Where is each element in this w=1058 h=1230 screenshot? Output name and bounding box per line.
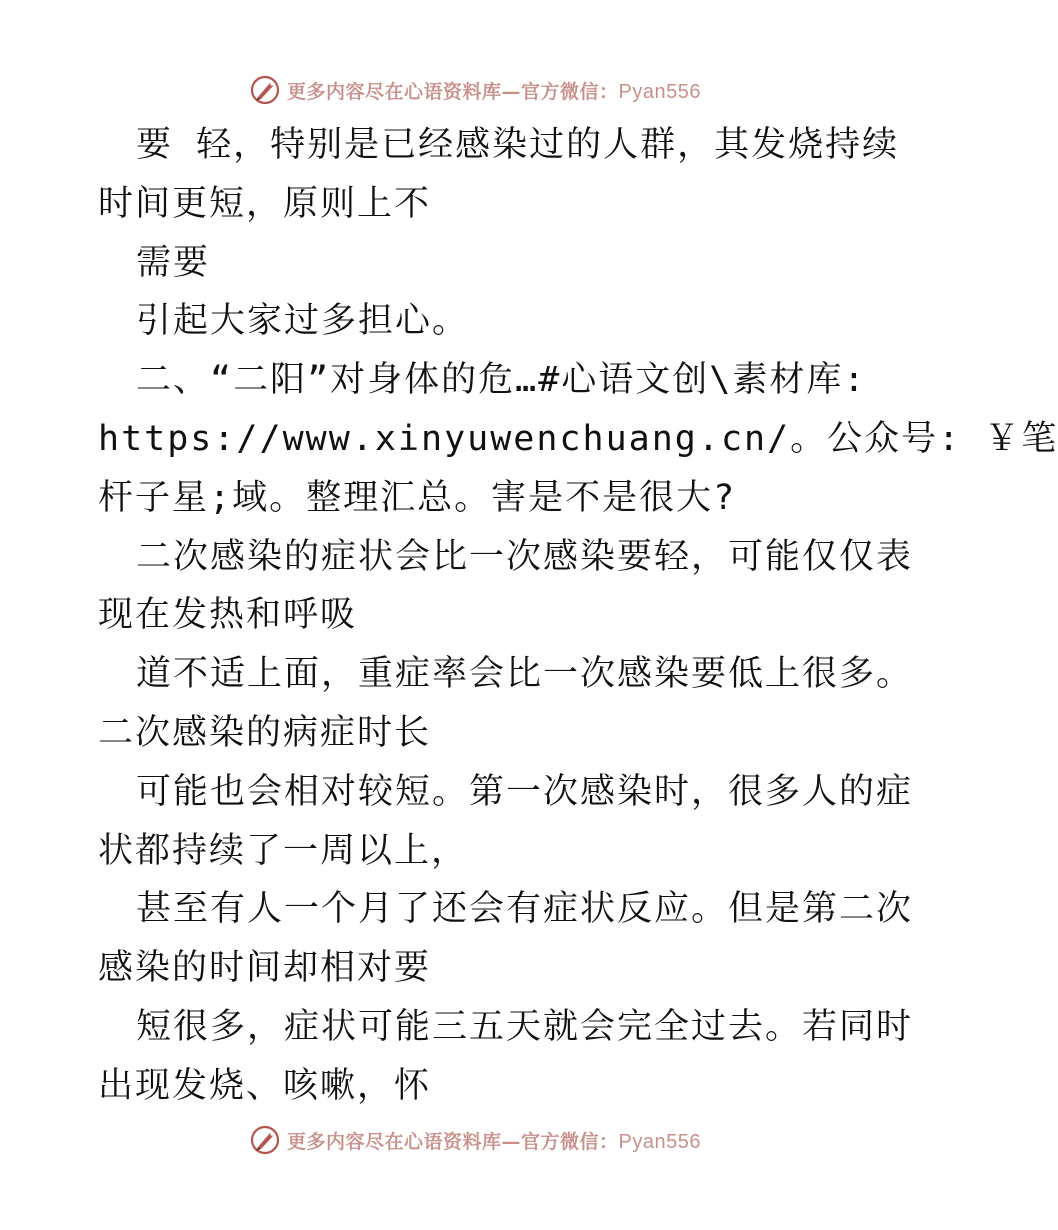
header-banner-text: 更多内容尽在心语资料库—官方微信：Pyan556 xyxy=(287,80,701,103)
text-line: 甚至有人一个月了还会有症状反应。但是第二次 xyxy=(136,889,914,930)
pen-logo-icon xyxy=(249,1124,281,1156)
text-line: 要 轻，特别是已经感染过的人群，其发烧持续 xyxy=(136,125,900,165)
text-line: 二次感染的病症时长 xyxy=(98,712,432,753)
text-line: 可能也会相对较短。第一次感染时，很多人的症 xyxy=(136,771,914,812)
text-line: 引起大家过多担心。 xyxy=(136,301,470,342)
footer-banner xyxy=(0,1120,950,1160)
text-line: 时间更短，原则上不 xyxy=(98,183,432,224)
text-line: 短很多，症状可能三五天就会完全过去。若同时 xyxy=(136,1006,914,1047)
text-line: https://www.xinyuwenchuang.cn/。公众号: ￥笔 xyxy=(98,418,1058,459)
text-line: 二、“二阳”对身体的危…#心语文创\素材库: xyxy=(136,360,867,401)
header-banner xyxy=(0,70,950,110)
text-line: 感染的时间却相对要 xyxy=(98,948,432,989)
text-line: 杆子星;域。整理汇总。害是不是很大? xyxy=(98,477,737,518)
text-line: 二次感染的症状会比一次感染要轻，可能仅仅表 xyxy=(136,536,914,577)
text-line: 现在发热和呼吸 xyxy=(98,595,358,636)
pen-logo-icon xyxy=(249,74,281,106)
text-line: 出现发烧、咳嗽，怀 xyxy=(98,1065,432,1106)
text-line: 需要 xyxy=(136,242,211,283)
text-line: 状都持续了一周以上， xyxy=(98,830,469,871)
document-body xyxy=(98,116,1058,1116)
text-line: 道不适上面，重症率会比一次感染要低上很多。 xyxy=(136,654,914,695)
footer-banner-text: 更多内容尽在心语资料库—官方微信：Pyan556 xyxy=(287,1130,701,1153)
